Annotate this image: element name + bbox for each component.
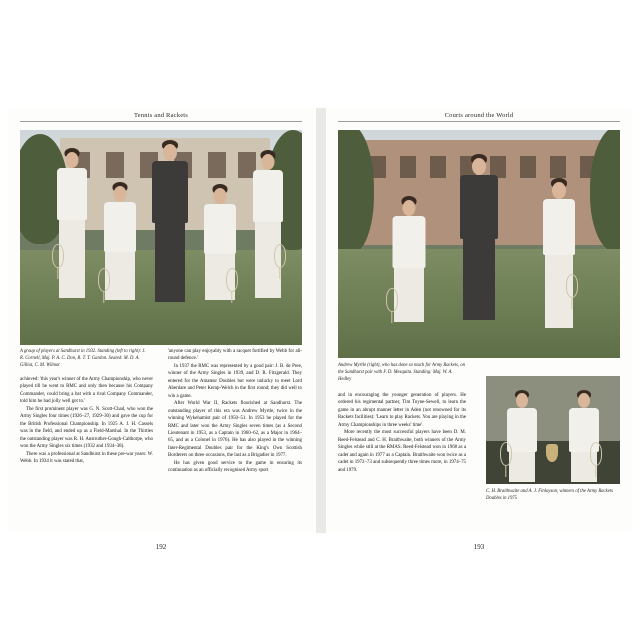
left-photo-caption: A group of players at Sandhurst in 1932. Standing (left to right): J. R. Cornell, Maj. P. A. C. Don, R. T. T. Gardon. Seated: M. D. A. Gilliat, C. M. Wilmot bbox=[20, 349, 146, 369]
right-page bbox=[326, 108, 632, 551]
right-group-photo bbox=[338, 130, 620, 358]
right-column-one bbox=[338, 392, 466, 474]
trophy-icon bbox=[546, 444, 558, 462]
paragraph: He has given good service to the game in ensuring its continuation as an officially recognised Army sport bbox=[168, 460, 302, 474]
right-running-head: Courts around the World bbox=[444, 112, 514, 119]
right-folio: 193 bbox=[473, 543, 485, 551]
paragraph: and in encouraging the younger generation of players. He ordered his regimental partner, Tim Toyne-Sewell, to learn the game in an abrupt manner letter in Aden (not renowned for its Rackets facilities): 'Learn to play Rackets. You are playing in the Army Championships in three weeks' time'. bbox=[338, 393, 466, 428]
left-folio: 192 bbox=[155, 543, 167, 551]
paragraph: The first prominent player was G. N. Scott-Chad, who won the Army Singles four times (1926–27, 1929–30) and gave the cup for the British Professional Championship. In 1925 A. J. H. Cassels was in the field, and ended up as a Field-Marshal. In the Thirties the outstanding player was R. H. Anstruther-Gough-Calthorpe, who won the Army Singles six times (1932 and 1934–38). bbox=[20, 406, 153, 450]
photo-figure-officer-centre bbox=[454, 154, 504, 320]
right-photo-caption: Andrew Myrtle (right), who has done so much for Army Rackets, on the Sandhurst pair with F. D. Mesquita. Standing: Maj. W. A. Hedley bbox=[338, 363, 465, 383]
left-page bbox=[8, 108, 314, 551]
photo-figure-seated-right bbox=[198, 184, 242, 300]
right-header-rule bbox=[338, 121, 620, 122]
left-column-one bbox=[20, 376, 153, 465]
left-column-two bbox=[168, 348, 302, 475]
photo-figure-standing-right bbox=[246, 150, 290, 300]
photo-figure-officer-centre bbox=[146, 140, 194, 302]
right-inset-photo bbox=[486, 376, 620, 484]
inset-figure-left bbox=[502, 390, 542, 482]
photo-figure-seated-left bbox=[386, 196, 432, 322]
paragraph: After World War II, Rackets flourished at Sandhurst. The outstanding player of this era was Andrew Myrtle, twice in the winning Wykehamist pair of 1950–51. In 1953 he played for the RMC and later won the Army Singles seven times (as a Second Lieutenant in 1953, as a Captain in 1960–62, as a Major in 1964–65, and as a Colonel in 1976). He has also played in the winning Inter-Regimental Doubles pair for the King's Own Scottish Borderers on three occasions, the last as a Brigadier in 1977. bbox=[168, 401, 302, 459]
photo-figure-standing-right bbox=[534, 178, 584, 328]
photo-figure-seated-left bbox=[98, 182, 142, 300]
left-header-rule bbox=[20, 121, 302, 122]
paragraph: In 1937 the RMC was represented by a good pair: J. B. de Pree, winner of the Army Singles in 1939, and D. R. Fitzgerald. They entered for the Amateur Doubles but were unlucky to meet Lord Aberdare and Peter Kemp-Welch in the first round; they did well to win a game. bbox=[168, 363, 302, 399]
paragraph: achieved: 'this year's winner of the Army Championship, who never played till he went to RMC and only then because his Company Commander, could bring a bat with a rival Company Commander, told him he had jolly well got to.' bbox=[20, 377, 153, 405]
right-inset-caption: C. H. Braithwaite and A. J. Finlayson, winners of the Army Rackets Doubles in 1975 bbox=[486, 489, 613, 502]
paragraph: There was a professional at Sandhurst in these pre-war years: W. Webb. In 1934 it was stated that, bbox=[20, 451, 153, 464]
left-group-photo bbox=[20, 130, 302, 345]
photo-figure-standing-left bbox=[50, 148, 94, 298]
page-gutter bbox=[316, 108, 326, 533]
left-running-head: Tennis and Rackets bbox=[133, 112, 189, 119]
inset-figure-right bbox=[564, 390, 604, 482]
paragraph: 'anyone can play enjoyably with a racquet fortified by Webb for all-round defence.' bbox=[168, 349, 302, 362]
paragraph: More recently the most successful players have been D. M. Reed-Felstead and C. H. Braithwaite, both winners of the Army Singles while still at the RMAS. Reed-Felstead won in 1968 as a cadet and again in 1977 as a Captain. Braithwaite won twice as a cadet in 1972–73 and subsequently three times more, in 1974–75 and 1979. bbox=[338, 430, 466, 473]
